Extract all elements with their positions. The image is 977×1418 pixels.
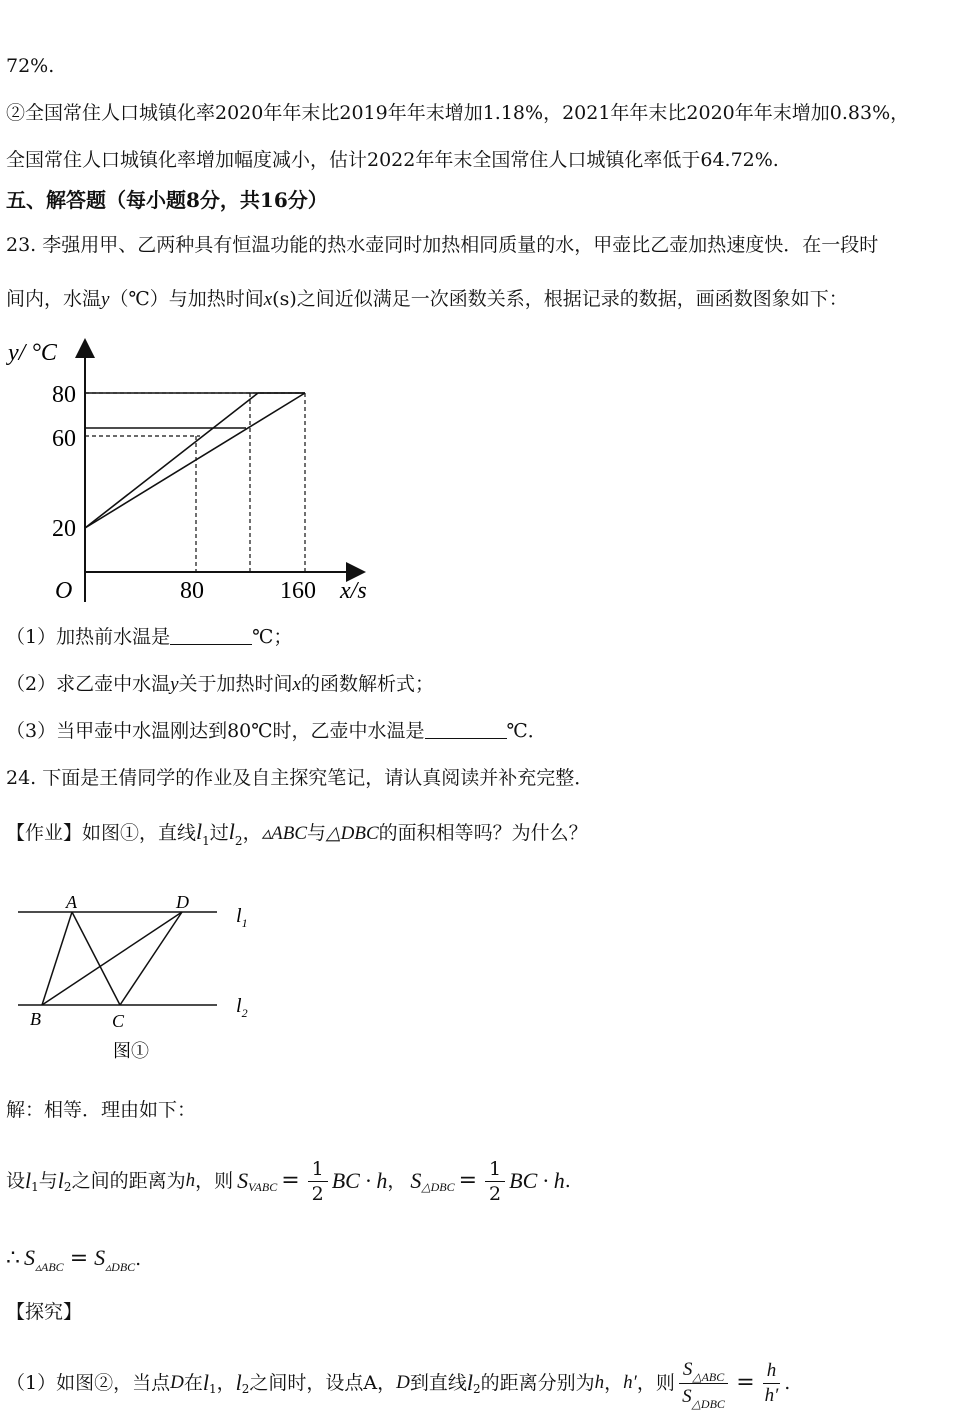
figure-1: [0, 880, 280, 1070]
question-23-part-1: （1）加热前水温是 ℃；: [6, 626, 293, 648]
label-l1: $l_1$: [236, 905, 248, 930]
point-C-label: C: [112, 1011, 125, 1031]
y-axis-label: y/ °C: [8, 340, 57, 366]
fraction-area-ratio: $\frac{S_{\triangle ABC}}{S_{\triangle DBC}}$: [679, 1357, 728, 1410]
y-tick-60: 60: [52, 426, 76, 452]
point-D-label: D: [176, 892, 189, 912]
homework-line: 【作业】如图①，直线$l_1$过$l_2$，▵ABC与△DBC的面积相等吗？为什么？: [6, 819, 588, 848]
therefore-line: ∴ $S_{▵ABC} = S_{▵DBC}$.: [6, 1245, 142, 1274]
label-l2: $l_2$: [236, 995, 248, 1020]
explore-heading: 【探究】: [6, 1301, 83, 1323]
origin-label: O: [55, 578, 73, 604]
answer-blank-1[interactable]: [170, 626, 252, 645]
y-tick-20: 20: [52, 516, 76, 542]
question-24-intro: 24. 下面是王倩同学的作业及自主探究笔记，请认真阅读并补充完整．: [6, 767, 594, 789]
section-heading: 五、解答题（每小题8分，共16分）: [6, 188, 328, 212]
question-23-line-1: 23. 李强用甲、乙两种具有恒温功能的热水壶同时加热相同质量的水，甲壶比乙壶加热速度快．在一段时: [6, 234, 879, 256]
fraction-half-1: $\frac{1}{2}$: [308, 1157, 328, 1206]
fraction-half-2: $\frac{1}{2}$: [485, 1157, 505, 1206]
question-23-line-2: 间内，水温y（℃）与加热时间x(s)之间近似满足一次函数关系，根据记录的数据，画函数图象如下：: [6, 288, 848, 310]
solution-intro: 解：相等．理由如下：: [6, 1099, 197, 1121]
question-23-part-3: （3）当甲壶中水温刚达到80℃时，乙壶中水温是 ℃．: [6, 720, 547, 742]
function-graph: [0, 330, 390, 610]
x-tick-80: 80: [180, 578, 204, 604]
fraction-height-ratio: $\frac{h}{h'}$: [764, 1359, 779, 1406]
text-line-3: 全国常住人口城镇化率增加幅度减小，估计2022年年末全国常住人口城镇化率低于64.72%.: [6, 149, 779, 171]
figure-caption: 图①: [113, 1041, 149, 1061]
kettle-yi-line: [85, 393, 305, 528]
text-line-2: ②全国常住人口城镇化率2020年年末比2019年年末增加1.18%，2021年年末比2020年年末增加0.83%，: [6, 102, 910, 124]
x-tick-160: 160: [280, 578, 316, 604]
question-23-part-2: （2）求乙壶中水温y关于加热时间x的函数解析式；: [6, 673, 434, 695]
answer-blank-3[interactable]: [425, 720, 507, 739]
segment-AB: [42, 912, 72, 1005]
solution-area-line: 设 l 1 与 l 2 之间的距离为 h ，则 S VABC = $\frac{1}{2}$ BC · h ， S △DBC = $\frac{1}{2}$ BC · h .: [6, 1157, 571, 1205]
point-B-label: B: [30, 1009, 41, 1029]
text-line-1: 72%.: [6, 55, 55, 77]
segment-DC: [120, 912, 182, 1005]
explore-part-1: （1）如图②，当点 D 在 l 1 ， l 2 之间时，设点A， D 到直线 l 2 的距离分别为 h ， h′ ，则 $\frac{S_{\triangle ABC}}{S_{\triangle DBC}}$ = $\frac{h}{h'}$ .: [6, 1358, 791, 1411]
x-axis-label: x/s: [340, 578, 367, 604]
y-tick-80: 80: [52, 382, 76, 408]
point-A-label: A: [66, 892, 77, 912]
